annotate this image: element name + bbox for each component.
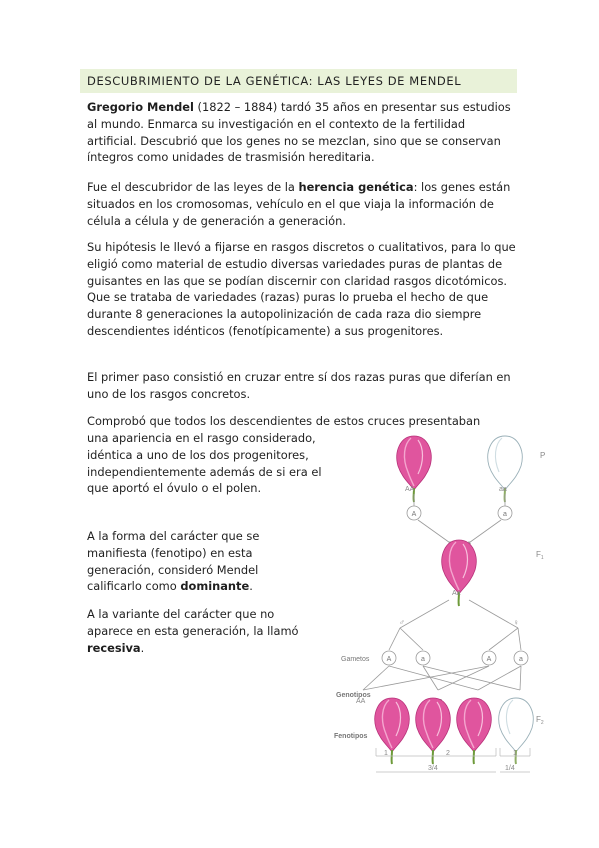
row-label-fenotipos: Fenotipos	[334, 733, 368, 740]
parent-right-genotype: aa	[499, 486, 507, 493]
generation-f2-label: $F_2$	[536, 715, 544, 726]
dominante-bold: dominante	[180, 579, 250, 594]
count-label: 1	[513, 750, 517, 757]
row-label-gametos: Gametos	[341, 656, 370, 663]
parent-left-genotype: AA	[405, 486, 415, 493]
mendel-intro-text: (1822 – 1884) tardó 35 años en presentar sus estudios al mundo. Enmarca su investigación en el contexto de la fertilidad artificial. Descubrió que los genes no se mezclan, sino que se conservan íntegros como unidades de trasmisión hereditaria.	[87, 100, 511, 165]
herencia-text-post: : los genes están situados en los cromosomas, vehículo en el que viaja la información de célula a célula y de generación a generación.	[87, 180, 511, 228]
gamete-label: a	[421, 656, 425, 663]
f2-dominant-flower	[457, 698, 491, 764]
female-symbol: ♀	[513, 618, 519, 627]
recesiva-text-post: .	[140, 640, 145, 655]
dominante-text-pre: A la forma del carácter que se manifiesta (fenotipo) en esta generación, consideró Mendel calificarlo como	[87, 529, 260, 594]
recesiva-bold: recesiva	[87, 640, 141, 655]
f2-dominant-flower	[375, 698, 409, 764]
herencia-text-pre: Fue el descubridor de las leyes de la	[87, 180, 299, 194]
herencia-bold: herencia genética	[298, 180, 414, 194]
gamete-label: A	[386, 656, 392, 663]
paragraph-hipotesis: Su hipótesis le llevó a fijarse en rasgos discretos o cualitativos, para lo que eligió como material de estudio diversas variedades puras de plantas de guisantes en las que se podían discernir con claridad rasgos dicotómicos. Que se trataba de variedades (razas) puras lo prueba el hecho de que durante 8 generaciones la autopolinización de cada raza dio siempre descendientes idénticos (fenotípicamente) a sus progenitores.	[87, 240, 516, 338]
gamete-label: a	[503, 511, 507, 518]
gamete-label: A	[486, 656, 492, 663]
male-symbol: ♂	[399, 618, 405, 627]
genotype-label: AA	[356, 698, 366, 705]
dominante-text-post: .	[249, 579, 253, 594]
f1-genotype: Aa	[452, 590, 461, 597]
paragraph-comprobo-line1: Comprobó que todos los descendientes de estos cruces presentaban	[87, 414, 481, 428]
paragraph-comprobo-rest: una apariencia en el rasgo considerado, idéntica a uno de los dos progenitores, independientemente además de si era el que aportó el óvulo o el polen.	[87, 431, 322, 496]
section-heading: DESCUBRIMIENTO DE LA GENÉTICA: LAS LEYES DE MENDEL	[80, 69, 517, 93]
paragraph-primer-paso: El primer paso consistió en cruzar entre sí dos razas puras que diferían en uno de los rasgos concretos.	[87, 370, 511, 401]
generation-f1-label: $F_1$	[536, 550, 544, 561]
ratio-dominant: 3/4	[428, 765, 438, 772]
count-label: 2	[446, 750, 450, 757]
recesiva-text-pre: A la variante del carácter que no aparece en esta generación, la llamó	[87, 607, 299, 638]
mendel-name: Gregorio Mendel	[87, 100, 194, 114]
gamete-label: a	[519, 656, 523, 663]
gamete-label: A	[411, 511, 417, 518]
count-label: 1	[384, 750, 388, 757]
ratio-recessive: 1/4	[505, 765, 515, 772]
generation-p-label: P	[540, 451, 546, 460]
row-label-genotipos: Genotipos	[336, 692, 371, 699]
